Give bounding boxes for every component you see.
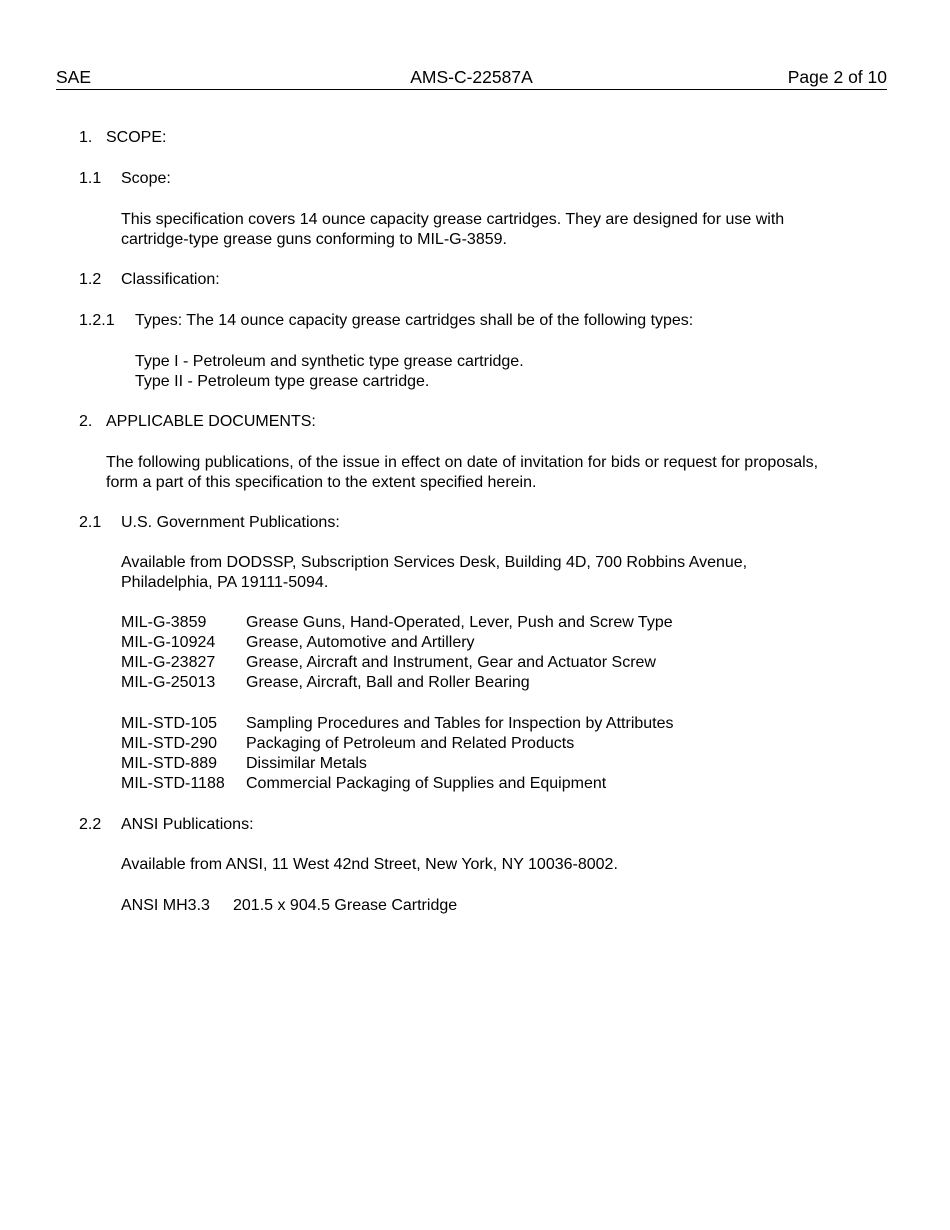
- doc-code: MIL-G-23827: [121, 654, 216, 671]
- section-2-2-title: ANSI Publications:: [121, 816, 254, 833]
- scope-paragraph-line-2: cartridge-type grease guns conforming to MIL-G-3859.: [121, 231, 507, 248]
- doc-title: Packaging of Petroleum and Related Products: [246, 735, 575, 752]
- section-1-number: 1.: [79, 129, 93, 146]
- section-1-1-title: Scope:: [121, 170, 171, 187]
- section-2-2-number: 2.2: [79, 816, 102, 833]
- applicable-docs-line-2: form a part of this specification to the extent specified herein.: [106, 474, 537, 491]
- header-doc-number: AMS-C-22587A: [410, 67, 533, 87]
- applicable-docs-line-1: The following publications, of the issue in effect on date of invitation for bids or request for proposals,: [106, 454, 819, 471]
- doc-title: Sampling Procedures and Tables for Inspection by Attributes: [246, 715, 674, 732]
- doc-code: MIL-STD-105: [121, 715, 218, 732]
- section-1-2-1-number: 1.2.1: [79, 312, 115, 329]
- doc-code: MIL-G-10924: [121, 634, 216, 651]
- section-2-1-number: 2.1: [79, 514, 102, 531]
- section-1-2-1-title: Types: The 14 ounce capacity grease cartridges shall be of the following types:: [135, 312, 694, 329]
- ansi-doc-code: ANSI MH3.3: [121, 897, 210, 914]
- ansi-address-line: Available from ANSI, 11 West 42nd Street, New York, NY 10036-8002.: [121, 856, 618, 873]
- doc-title: Grease, Automotive and Artillery: [246, 634, 475, 651]
- doc-title: Grease Guns, Hand-Operated, Lever, Push and Screw Type: [246, 614, 673, 631]
- dodssp-address-line-1: Available from DODSSP, Subscription Services Desk, Building 4D, 700 Robbins Avenue,: [121, 554, 748, 571]
- doc-code: MIL-G-25013: [121, 674, 216, 691]
- page-header: [56, 67, 887, 90]
- section-2-1-title: U.S. Government Publications:: [121, 514, 340, 531]
- section-1-title: SCOPE:: [106, 129, 167, 146]
- doc-code: MIL-G-3859: [121, 614, 207, 631]
- doc-title: Grease, Aircraft and Instrument, Gear and Actuator Screw: [246, 654, 656, 671]
- section-1-2-title: Classification:: [121, 271, 220, 288]
- doc-code: MIL-STD-290: [121, 735, 218, 752]
- section-1-2-number: 1.2: [79, 271, 102, 288]
- doc-title: Grease, Aircraft, Ball and Roller Bearing: [246, 674, 530, 691]
- doc-title: Dissimilar Metals: [246, 755, 367, 772]
- section-2-number: 2.: [79, 413, 93, 430]
- doc-code: MIL-STD-889: [121, 755, 218, 772]
- type-i-line: Type I - Petroleum and synthetic type grease cartridge.: [135, 353, 524, 370]
- ansi-doc-title: 201.5 x 904.5 Grease Cartridge: [233, 897, 458, 914]
- section-2-title: APPLICABLE DOCUMENTS:: [106, 413, 316, 430]
- doc-code: MIL-STD-1188: [121, 775, 225, 792]
- header-page-number: Page 2 of 10: [787, 67, 887, 87]
- section-1-1-number: 1.1: [79, 170, 102, 187]
- scope-paragraph-line-1: This specification covers 14 ounce capacity grease cartridges. They are designed for use with: [121, 211, 785, 228]
- dodssp-address-line-2: Philadelphia, PA 19111-5094.: [121, 574, 329, 591]
- type-ii-line: Type II - Petroleum type grease cartridge.: [135, 373, 430, 390]
- doc-title: Commercial Packaging of Supplies and Equipment: [246, 775, 607, 792]
- header-org: SAE: [56, 67, 92, 87]
